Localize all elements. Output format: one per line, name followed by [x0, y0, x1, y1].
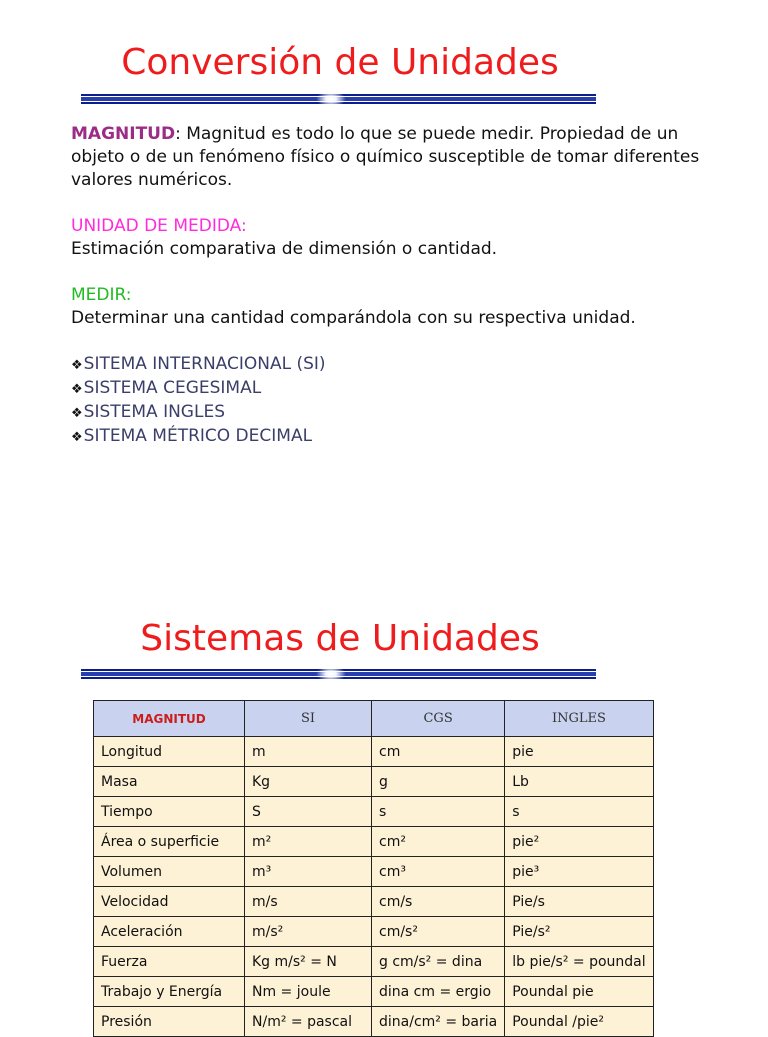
table-cell: dina cm = ergio — [372, 977, 505, 1007]
table-cell: lb pie/s² = poundal — [505, 947, 653, 977]
table-cell: pie² — [505, 827, 653, 857]
table-cell: N/m² = pascal — [245, 1007, 372, 1037]
medir-label: MEDIR: — [71, 285, 132, 305]
table-row — [94, 1007, 654, 1037]
header-cgs: CGS — [372, 701, 505, 737]
table-cell: m² — [245, 827, 372, 857]
unidad-definition: Estimación comparativa de dimensión o cantidad. — [71, 239, 498, 259]
sparkle-decoration — [316, 666, 346, 682]
table-cell: m/s — [245, 887, 372, 917]
table-cell: Pie/s² — [505, 917, 653, 947]
systems-list — [71, 353, 326, 449]
table-cell: Lb — [505, 767, 653, 797]
table-cell: Volumen — [94, 857, 245, 887]
table-cell: Longitud — [94, 737, 245, 767]
table-row — [94, 767, 654, 797]
table-cell: cm³ — [372, 857, 505, 887]
table-cell: s — [505, 797, 653, 827]
table-row — [94, 977, 654, 1007]
table-cell: Trabajo y Energía — [94, 977, 245, 1007]
table-cell: Kg — [245, 767, 372, 797]
table-cell: Velocidad — [94, 887, 245, 917]
table-row — [94, 917, 654, 947]
table-cell: pie — [505, 737, 653, 767]
table-cell: cm/s² — [372, 917, 505, 947]
table-cell: Poundal pie — [505, 977, 653, 1007]
list-item: ❖SISTEMA CEGESIMAL — [71, 378, 262, 398]
sparkle-decoration — [316, 91, 346, 107]
header-ingles: INGLES — [505, 701, 653, 737]
table-cell: cm² — [372, 827, 505, 857]
table-cell: S — [245, 797, 372, 827]
medir-definition: Determinar una cantidad comparándola con su respectiva unidad. — [71, 308, 636, 328]
table-cell: g — [372, 767, 505, 797]
table-cell: Aceleración — [94, 917, 245, 947]
table-cell: cm/s — [372, 887, 505, 917]
table-cell: m — [245, 737, 372, 767]
table-cell: s — [372, 797, 505, 827]
table-cell: Tiempo — [94, 797, 245, 827]
table-row — [94, 737, 654, 767]
table-cell: m/s² — [245, 917, 372, 947]
table-cell: Presión — [94, 1007, 245, 1037]
page-title-conversion: Conversión de Unidades — [121, 42, 559, 83]
table-cell: Área o superficie — [94, 827, 245, 857]
header-si: SI — [245, 701, 372, 737]
table-cell: Pie/s — [505, 887, 653, 917]
units-table — [93, 700, 654, 1037]
table-cell: pie³ — [505, 857, 653, 887]
list-item: ❖SITEMA INTERNACIONAL (SI) — [71, 354, 326, 374]
table-row — [94, 797, 654, 827]
diamond-bullet-icon: ❖ — [71, 430, 83, 445]
table-cell: Fuerza — [94, 947, 245, 977]
table-header-row — [94, 701, 654, 737]
table-cell: Kg m/s² = N — [245, 947, 372, 977]
magnitud-definition — [71, 123, 731, 192]
page-title-sistemas: Sistemas de Unidades — [140, 618, 540, 659]
table-cell: m³ — [245, 857, 372, 887]
table-cell: Nm = joule — [245, 977, 372, 1007]
diamond-bullet-icon: ❖ — [71, 382, 83, 397]
table-cell: dina/cm² = baria — [372, 1007, 505, 1037]
magnitud-text: : Magnitud es todo lo que se puede medir. Propiedad de un objeto o de un fenómeno físico o químico susceptible de tomar diferentes valores numéricos. — [71, 124, 700, 190]
unidad-label: UNIDAD DE MEDIDA: — [71, 216, 247, 236]
diamond-bullet-icon: ❖ — [71, 406, 83, 421]
table-cell: Masa — [94, 767, 245, 797]
table-row — [94, 827, 654, 857]
title-divider — [81, 94, 596, 104]
list-item: ❖SITEMA MÉTRICO DECIMAL — [71, 426, 313, 446]
table-cell: cm — [372, 737, 505, 767]
magnitud-term: MAGNITUD — [71, 124, 176, 144]
table-cell: g cm/s² = dina — [372, 947, 505, 977]
diamond-bullet-icon: ❖ — [71, 358, 83, 373]
table-row — [94, 887, 654, 917]
table-row — [94, 947, 654, 977]
title-divider — [81, 669, 596, 679]
table-cell: Poundal /pie² — [505, 1007, 653, 1037]
table-row — [94, 857, 654, 887]
list-item: ❖SISTEMA INGLES — [71, 402, 225, 422]
header-magnitud: MAGNITUD — [94, 701, 245, 737]
